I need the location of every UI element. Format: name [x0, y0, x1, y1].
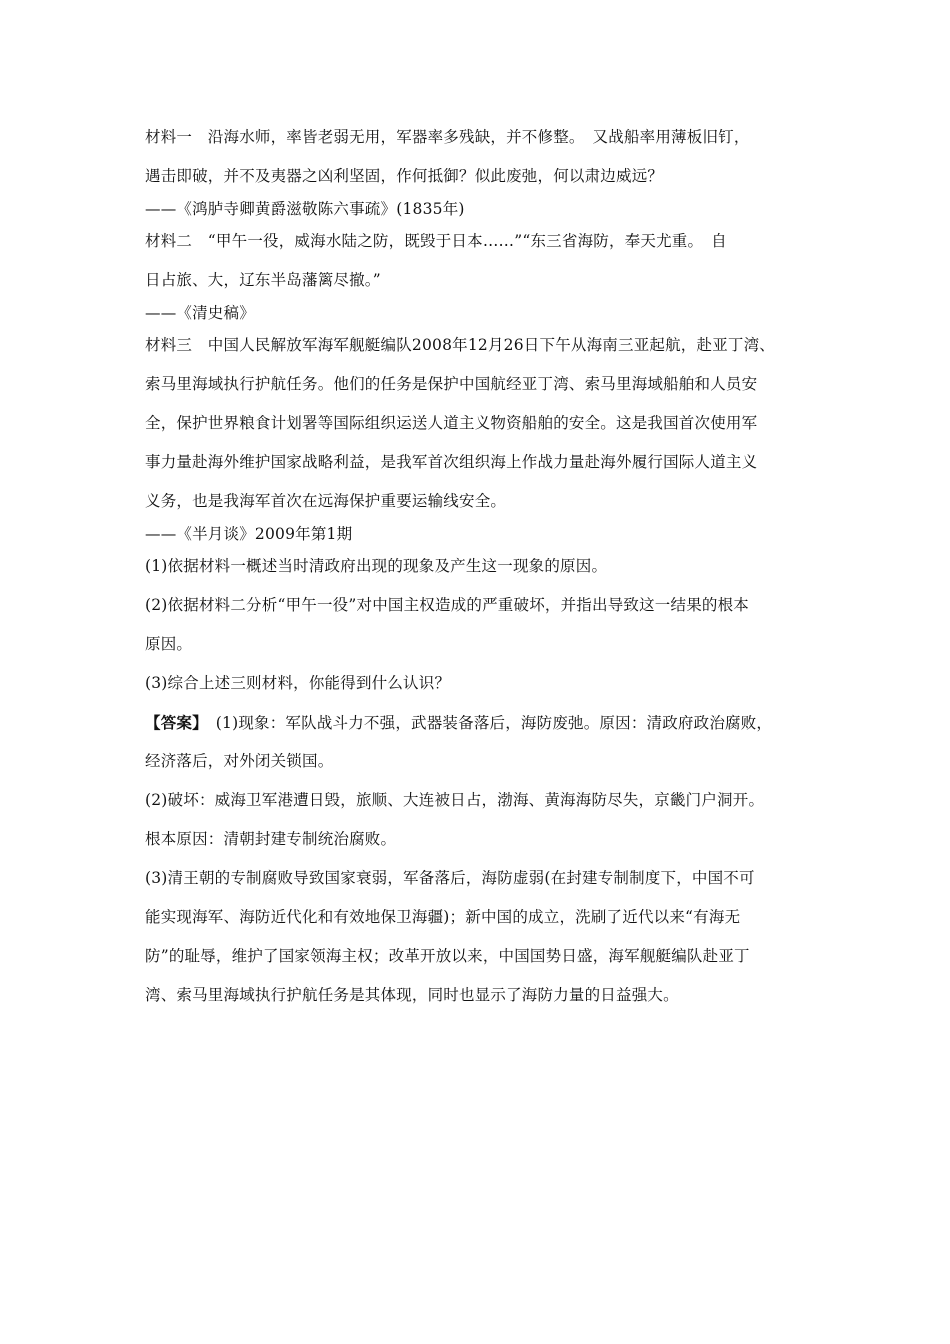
material1-source: ——《鸿胪寺卿黄爵滋敬陈六事疏》(1835年)	[145, 200, 465, 218]
answer-2-line2: 根本原因：清朝封建专制统治腐败。	[145, 830, 397, 848]
material3-line1: 材料三 中国人民解放军海军舰艇编队2008年12月26日下午从海南三亚起航，赴亚丁湾、	[145, 336, 775, 354]
question-1: (1)依据材料一概述当时清政府出现的现象及产生这一现象的原因。	[145, 557, 608, 575]
answer-1-text: (1)现象：军队战斗力不强，武器装备落后，海防废弛。原因：清政府政治腐败，	[200, 714, 773, 732]
material2-line1: 材料二 “甲午一役，威海水陆之防，既毁于日本……”“东三省海防，奉天尤重。 自	[145, 232, 727, 250]
material3-line2: 索马里海域执行护航任务。他们的任务是保护中国航经亚丁湾、索马里海域船舶和人员安	[145, 375, 758, 393]
answer-2-line1: (2)破坏：威海卫军港遭日毁，旅顺、大连被日占，渤海、黄海海防尽失，京畿门户洞开。	[145, 791, 765, 809]
answer-3-line2: 能实现海军、海防近代化和有效地保卫海疆)；新中国的成立，洗刷了近代以来“有海无	[145, 908, 741, 926]
answer-3-line4: 湾、索马里海域执行护航任务是其体现，同时也显示了海防力量的日益强大。	[145, 986, 679, 1004]
question-3: (3)综合上述三则材料，你能得到什么认识？	[145, 674, 451, 692]
material1-line2: 遇击即破，并不及夷器之凶利坚固，作何抵御？似此废弛，何以肃边威远？	[145, 167, 664, 185]
material1-line1: 材料一 沿海水师，率皆老弱无用，军器率多残缺，并不修整。 又战船率用薄板旧钉，	[145, 128, 750, 146]
material3-line3: 全，保护世界粮食计划署等国际组织运送人道主义物资船舶的安全。这是我国首次使用军	[145, 414, 758, 432]
material3-line4: 事力量赴海外维护国家战略利益，是我军首次组织海上作战力量赴海外履行国际人道主义	[145, 453, 758, 471]
answer-3-line3: 防”的耻辱，维护了国家领海主权；改革开放以来，中国国势日盛，海军舰艇编队赴亚丁	[145, 947, 750, 965]
answer-1-line1	[145, 703, 835, 742]
answer-1-line2: 经济落后，对外闭关锁国。	[145, 752, 334, 770]
answer-3-line1: (3)清王朝的专制腐败导致国家衰弱，军备落后，海防虚弱(在封建专制制度下，中国不可	[145, 869, 755, 887]
material3-line5: 义务，也是我海军首次在远海保护重要运输线安全。	[145, 492, 507, 510]
question-2-line2: 原因。	[145, 635, 193, 653]
material3-source: ——《半月谈》2009年第1期	[145, 525, 353, 543]
material2-source: ——《清史稿》	[145, 304, 255, 322]
document-page	[145, 118, 835, 1015]
question-2-line1: (2)依据材料二分析“甲午一役”对中国主权造成的严重破坏，并指出导致这一结果的根本	[145, 596, 750, 614]
answer-tag: 【答案】	[145, 713, 201, 732]
material2-line2: 日占旅、大，辽东半岛藩篱尽撤。”	[145, 271, 381, 289]
